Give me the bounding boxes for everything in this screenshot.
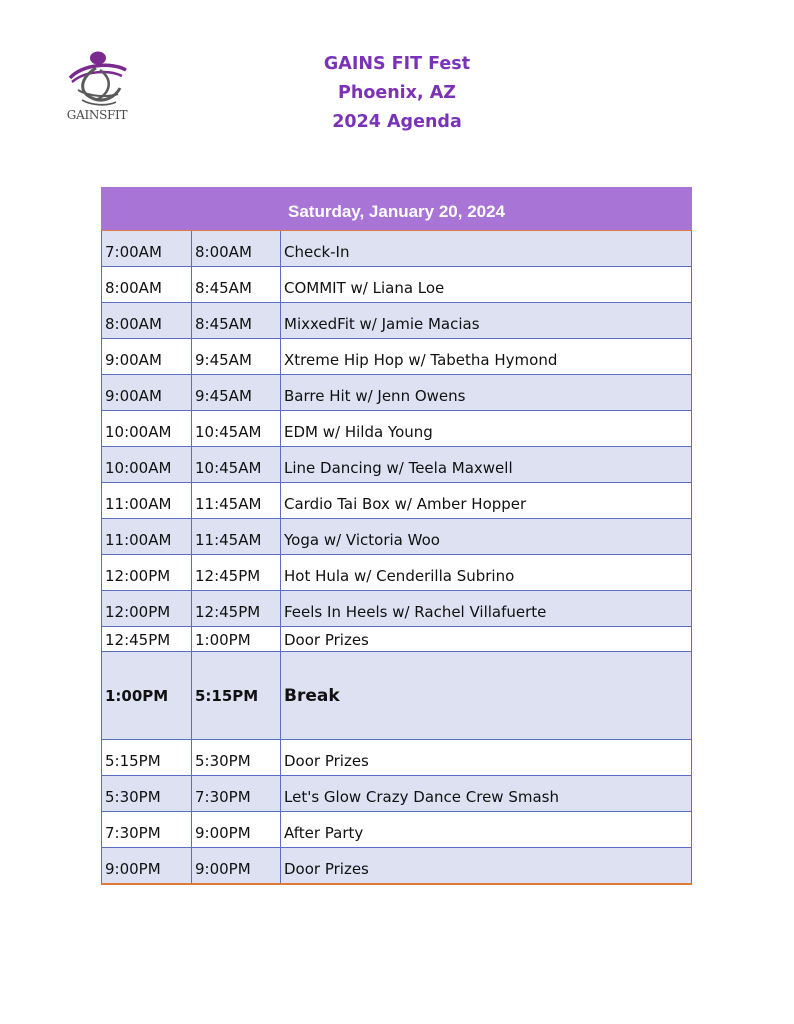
start-time-cell: 11:00AM — [102, 519, 192, 555]
agenda-table — [101, 187, 692, 885]
logo-wordmark: GAINSFIT — [66, 108, 128, 122]
agenda-row — [102, 555, 692, 591]
agenda-body — [102, 231, 692, 884]
activity-cell: Hot Hula w/ Cenderilla Subrino — [281, 555, 692, 591]
agenda-row — [102, 627, 692, 652]
activity-cell: Line Dancing w/ Teela Maxwell — [281, 447, 692, 483]
activity-cell: Check-In — [281, 231, 692, 267]
agenda-row — [102, 339, 692, 375]
agenda-title: 2024 Agenda — [332, 112, 462, 132]
agenda-row — [102, 652, 692, 740]
document-header — [0, 50, 794, 137]
agenda-row — [102, 776, 692, 812]
start-time-cell: 11:00AM — [102, 483, 192, 519]
start-time-cell: 12:00PM — [102, 591, 192, 627]
start-time-cell: 9:00AM — [102, 339, 192, 375]
end-time-cell: 12:45PM — [192, 555, 281, 591]
end-time-cell: 9:00PM — [192, 848, 281, 884]
start-time-cell: 12:00PM — [102, 555, 192, 591]
agenda-row — [102, 267, 692, 303]
activity-cell: Cardio Tai Box w/ Amber Hopper — [281, 483, 692, 519]
event-location: Phoenix, AZ — [338, 83, 456, 103]
activity-cell: COMMIT w/ Liana Loe — [281, 267, 692, 303]
agenda-row — [102, 519, 692, 555]
end-time-cell: 9:45AM — [192, 339, 281, 375]
event-title: GAINS FIT Fest — [323, 54, 471, 74]
start-time-cell: 7:00AM — [102, 231, 192, 267]
end-time-cell: 9:00PM — [192, 812, 281, 848]
activity-cell: After Party — [281, 812, 692, 848]
activity-cell: Yoga w/ Victoria Woo — [281, 519, 692, 555]
activity-cell: Break — [281, 652, 692, 740]
end-time-cell: 11:45AM — [192, 483, 281, 519]
agenda-row — [102, 483, 692, 519]
start-time-cell: 9:00AM — [102, 375, 192, 411]
end-time-cell: 12:45PM — [192, 591, 281, 627]
end-time-cell: 5:15PM — [192, 652, 281, 740]
start-time-cell: 12:45PM — [102, 627, 192, 652]
agenda-date-header-row — [102, 188, 692, 231]
start-time-cell: 9:00PM — [102, 848, 192, 884]
activity-cell: Barre Hit w/ Jenn Owens — [281, 375, 692, 411]
end-time-cell: 11:45AM — [192, 519, 281, 555]
start-time-cell: 8:00AM — [102, 267, 192, 303]
end-time-cell: 9:45AM — [192, 375, 281, 411]
end-time-cell: 10:45AM — [192, 411, 281, 447]
agenda-date-header: Saturday, January 20, 2024 — [102, 188, 692, 231]
activity-cell: Door Prizes — [281, 740, 692, 776]
activity-cell: Xtreme Hip Hop w/ Tabetha Hymond — [281, 339, 692, 375]
start-time-cell: 8:00AM — [102, 303, 192, 339]
agenda-row — [102, 591, 692, 627]
end-time-cell: 1:00PM — [192, 627, 281, 652]
agenda-row — [102, 812, 692, 848]
activity-cell: Feels In Heels w/ Rachel Villafuerte — [281, 591, 692, 627]
start-time-cell: 10:00AM — [102, 447, 192, 483]
activity-cell: EDM w/ Hilda Young — [281, 411, 692, 447]
start-time-cell: 1:00PM — [102, 652, 192, 740]
end-time-cell: 10:45AM — [192, 447, 281, 483]
start-time-cell: 5:15PM — [102, 740, 192, 776]
activity-cell: Door Prizes — [281, 627, 692, 652]
end-time-cell: 8:00AM — [192, 231, 281, 267]
agenda-row — [102, 447, 692, 483]
activity-cell: MixxedFit w/ Jamie Macias — [281, 303, 692, 339]
start-time-cell: 7:30PM — [102, 812, 192, 848]
agenda-row — [102, 303, 692, 339]
end-time-cell: 5:30PM — [192, 740, 281, 776]
start-time-cell: 5:30PM — [102, 776, 192, 812]
start-time-cell: 10:00AM — [102, 411, 192, 447]
agenda-row — [102, 231, 692, 267]
agenda-row — [102, 375, 692, 411]
agenda-row — [102, 411, 692, 447]
agenda-row — [102, 848, 692, 884]
activity-cell: Door Prizes — [281, 848, 692, 884]
agenda-row — [102, 740, 692, 776]
end-time-cell: 8:45AM — [192, 267, 281, 303]
activity-cell: Let's Glow Crazy Dance Crew Smash — [281, 776, 692, 812]
end-time-cell: 7:30PM — [192, 776, 281, 812]
end-time-cell: 8:45AM — [192, 303, 281, 339]
